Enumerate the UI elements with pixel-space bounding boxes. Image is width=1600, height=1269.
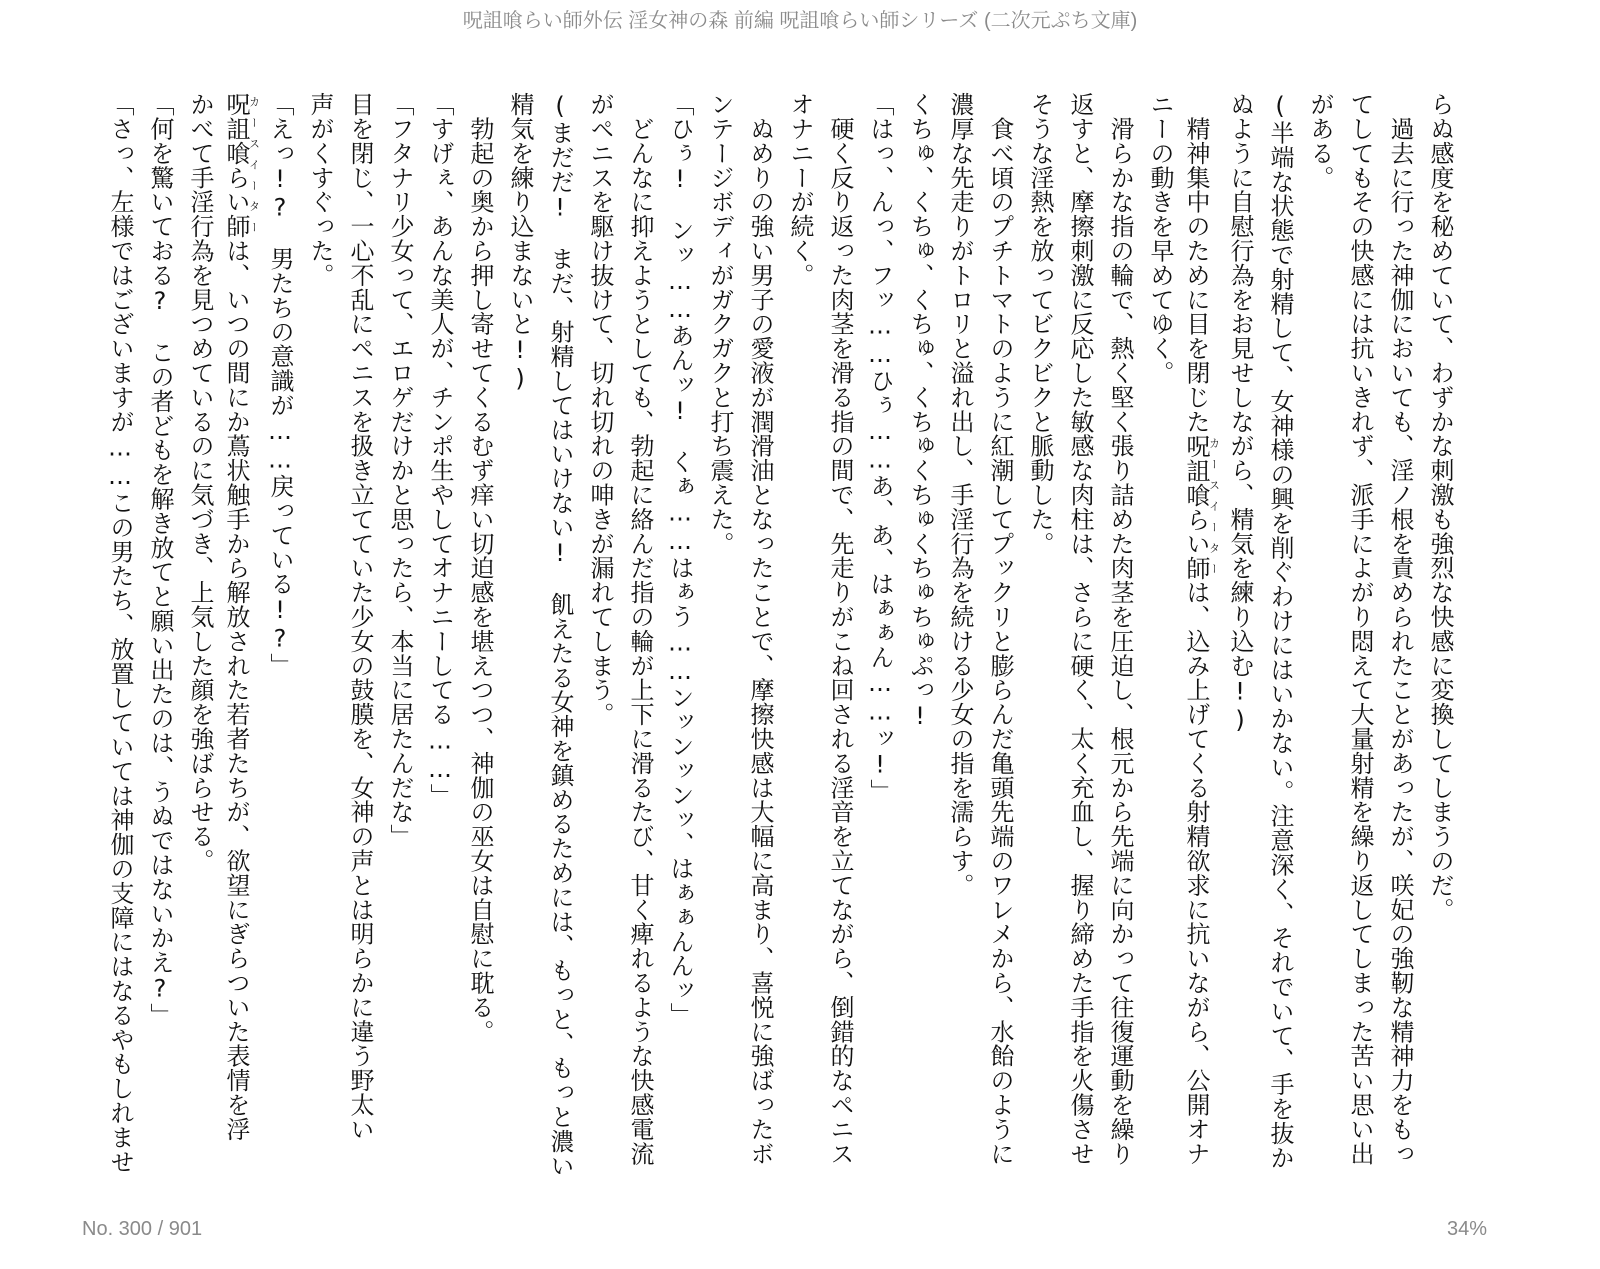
text-column: 「えっ!? 男たちの意識が……戻っている!?」 [266, 92, 294, 678]
text-column: 滑らかな指の輪で、熱く堅く張り詰めた肉茎を圧迫し、根元から先端に向かって往復運動を繰り [1106, 92, 1134, 1166]
text-column: (まだだ! まだ、射精してはいけない! 飢えたる女神を鎮めるためには、もっと、もっと濃い [546, 92, 574, 1178]
text-column: 「何を驚いておる? この者どもを解き放てと願い出たのは、うぬではないかえ?」 [146, 92, 174, 1028]
text-column [220, 92, 260, 1162]
location-indicator[interactable]: No. 300 / 901 [82, 1218, 203, 1240]
ruby-annotated-term [1182, 433, 1221, 581]
text-column: ぬめりの強い男子の愛液が潤滑油となったことで、摩擦快感は大幅に高まり、喜悦に強ばったボ [746, 92, 774, 1166]
text-column: 精気を練り込まないと!) [506, 92, 534, 393]
ruby-annotated-term [222, 92, 261, 239]
text-column: 「さっ、左様ではございますが……この男たち、放置していては神伽の支障にはなるやもしれませ [106, 92, 134, 1174]
text-column: 過去に行った神伽においても、淫ノ根を責められたことがあったが、咲妃の強靭な精神力をもっ [1386, 92, 1414, 1166]
ruby-base: 呪詛喰らい師 [1182, 433, 1210, 581]
reading-page[interactable] [100, 92, 1460, 1178]
text-column: ンテージボディがガクガクと打ち震えた。 [706, 92, 734, 556]
text-column [1180, 92, 1221, 1166]
book-title: 呪詛喰らい師外伝 淫女神の森 前編 呪詛喰らい師シリーズ (二次元ぷち文庫) [462, 10, 1138, 32]
text-column: 「ひぅ! ンッ……あんッ! くぁ……はぁう……ンッンッンッ、はぁぁんんッ」 [666, 92, 694, 1027]
text-column: ニーの動きを早めてゆく。 [1146, 92, 1174, 385]
text-column: くちゅ、くちゅ、くちゅ、くちゅくちゅくちゅちゅぷっ! [906, 92, 934, 731]
ruby-reading: カースイーター [247, 92, 261, 239]
text-column: 食べ頃のプチトマトのように紅潮してプックリと膨らんだ亀頭先端のワレメから、水飴のように [986, 92, 1014, 1166]
text-column: てしてもその快感には抗いきれず、派手によがり悶えて大量射精を繰り返してしまった苦い思い出 [1346, 92, 1374, 1166]
progress-percent: 34% [1446, 1218, 1487, 1240]
text-column: ぬように自慰行為をお見せしながら、精気を練り込む!) [1226, 92, 1254, 735]
text-segment: 精神集中のために目を閉じた [1182, 92, 1210, 434]
text-column: (半端な状態で射精して、女神様の興を削ぐわけにはいかない。注意深く、それでいて、手を抜か [1266, 92, 1294, 1170]
text-column: どんなに抑えようとしても、勃起に絡んだ指の輪が上下に滑るたび、甘く痺れるような快感電流 [626, 92, 654, 1166]
text-column: オナニーが続く。 [786, 92, 814, 288]
text-column: 「フタナリ少女って、エロゲだけかと思ったら、本当に居たんだな」 [386, 92, 414, 849]
ruby-reading: カースイーター [1207, 433, 1221, 581]
text-segment: は、込み上げてくる射精欲求に抗いながら、公開オナ [1182, 580, 1210, 1166]
text-column: 硬く反り返った肉茎を滑る指の間で、先走りがこね回される淫音を立てながら、倒錯的なペニス [826, 92, 854, 1166]
text-column: 「すげぇ、あんな美人が、チンポ生やしてオナニーしてる……」 [426, 92, 454, 808]
text-segment: は、いつの間にか蔦状触手から解放された若者たちが、欲望にぎらついた表情を浮 [222, 238, 250, 1142]
text-column: らぬ感度を秘めていて、わずかな刺激も強烈な快感に変換してしまうのだ。 [1426, 92, 1454, 922]
text-column: 勃起の奥から押し寄せてくるむず痒い切迫感を堪えつつ、神伽の巫女は自慰に耽る。 [466, 92, 494, 1044]
text-column: 声がくすぐった。 [306, 92, 334, 288]
text-column: 目を閉じ、一心不乱にペニスを扱き立てていた少女の鼓膜を、女神の声とは明らかに違う野太い [346, 92, 374, 1142]
text-column: 「はっ、んっ、フッ……ひぅ……あ、あ、はぁぁん……ッ!」 [866, 92, 894, 804]
text-column: がペニスを駆け抜けて、切れ切れの呻きが漏れてしまう。 [586, 92, 614, 727]
text-column: かべて手淫行為を見つめているのに気づき、上気した顔を強ばらせる。 [186, 92, 214, 873]
text-column: 返すと、摩擦刺激に反応した敏感な肉柱は、さらに硬く、太く充血し、握り締めた手指を火傷させ [1066, 92, 1094, 1166]
text-column: そうな淫熱を放ってビクビクと脈動した。 [1026, 92, 1054, 556]
ruby-base: 呪詛喰らい師 [222, 92, 250, 239]
text-column: がある。 [1306, 92, 1334, 190]
text-column: 濃厚な先走りがトロリと溢れ出し、手淫行為を続ける少女の指を濡らす。 [946, 92, 974, 898]
